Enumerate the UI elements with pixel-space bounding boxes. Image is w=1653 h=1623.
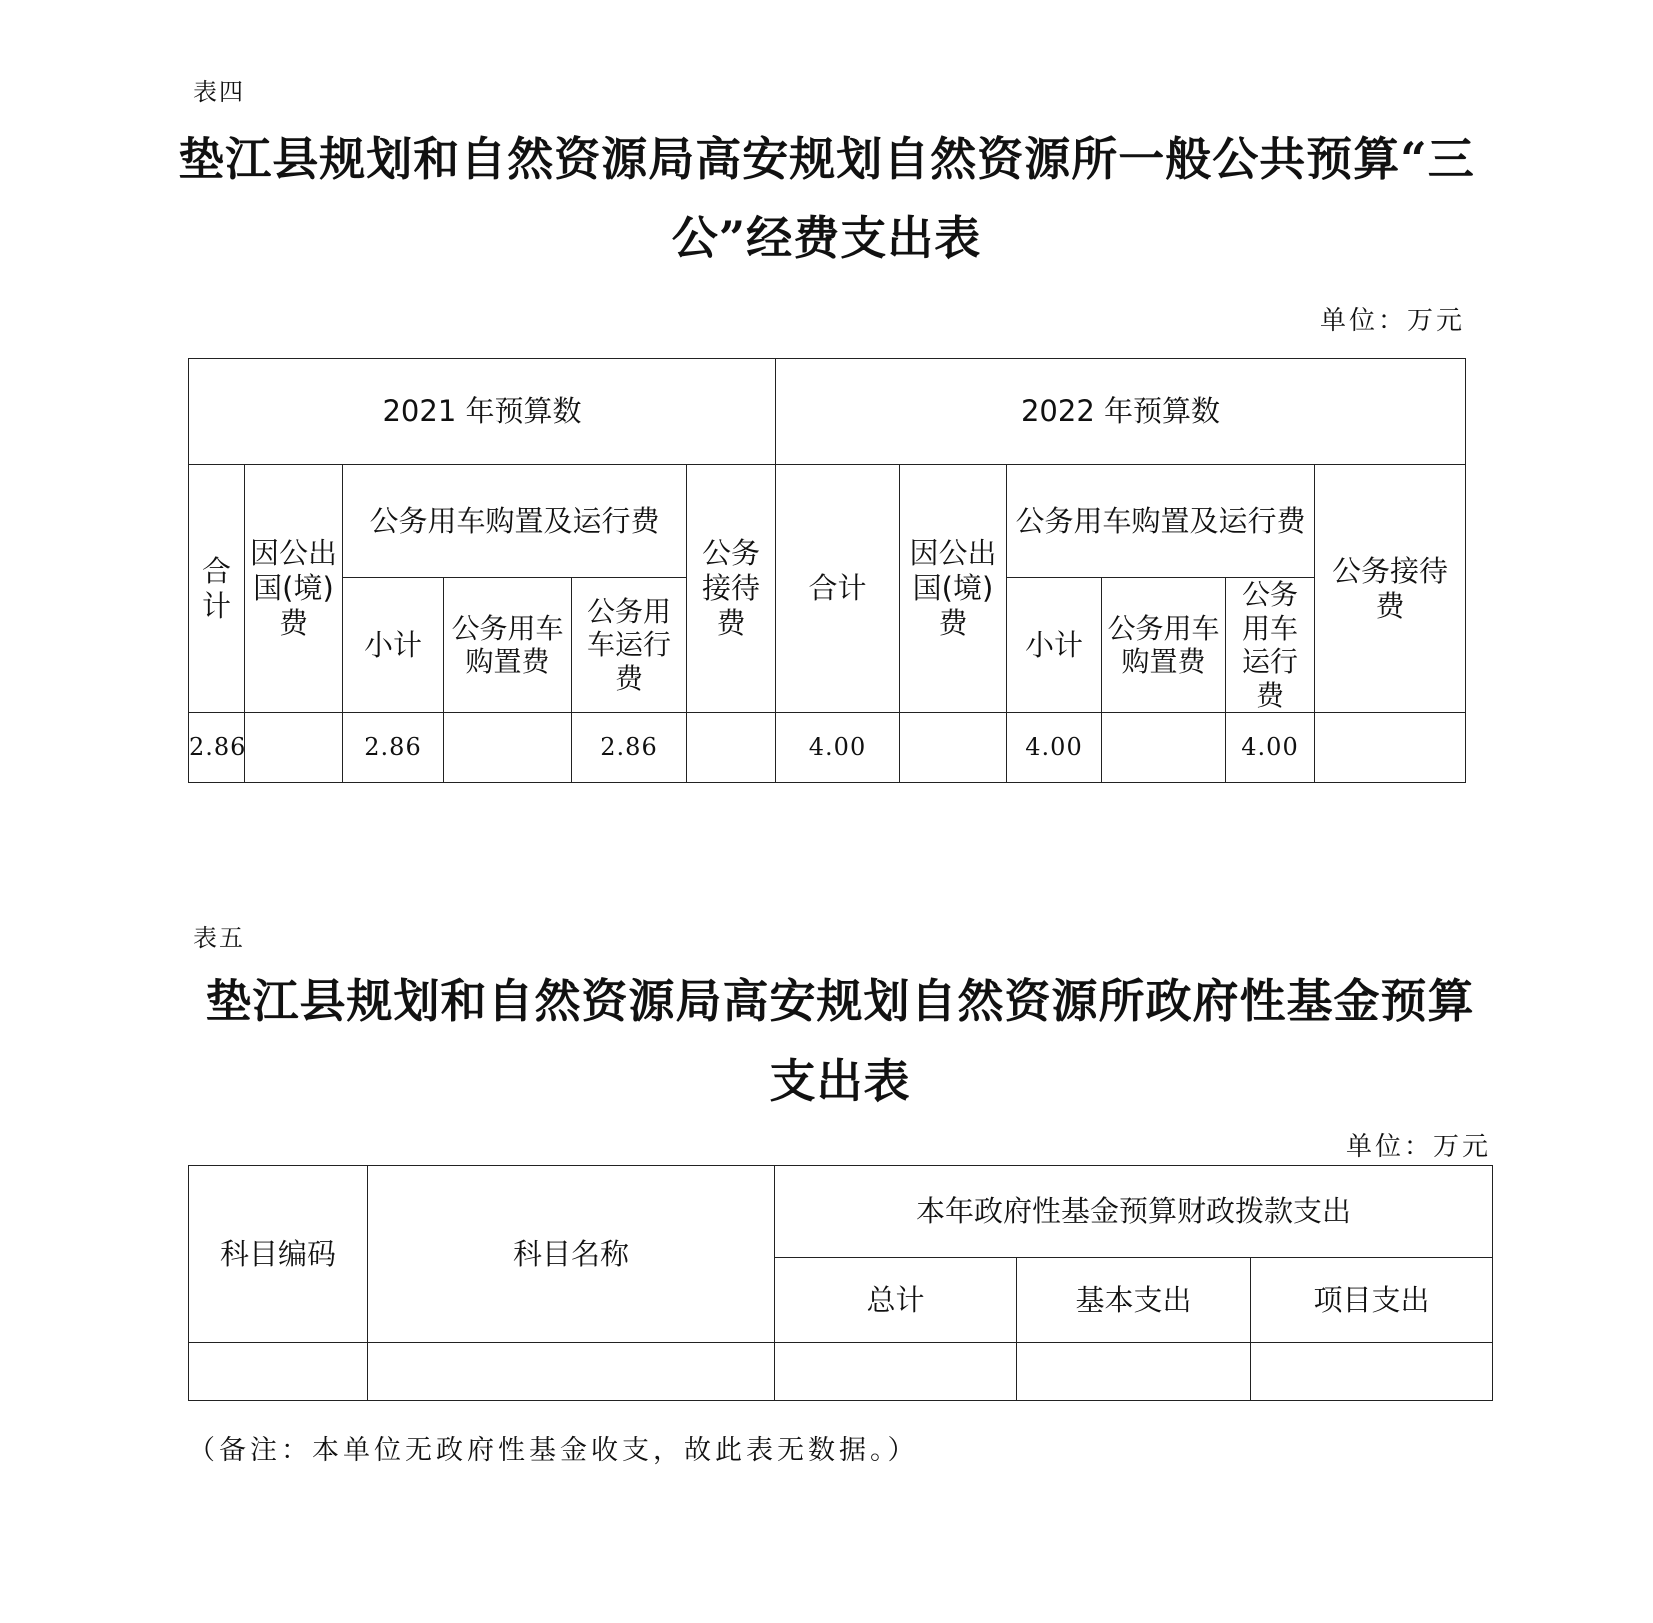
table5-note: （备注：本单位无政府性基金收支，故此表无数据。）: [188, 1435, 919, 1466]
cell-total: [775, 1343, 1017, 1401]
header-2021-total: 合计: [189, 465, 245, 713]
header-2021-abroad: 因公出国(境)费: [245, 465, 343, 713]
cell-2022-car-purchase: [1102, 713, 1226, 783]
header-2022-abroad: 因公出国(境)费: [900, 465, 1007, 713]
header-2022-car-operation: 公务用车运行费: [1226, 578, 1315, 713]
header-2022-total: 合计: [776, 465, 900, 713]
cell-2021-abroad: [245, 713, 343, 783]
cell-subject-name: [368, 1343, 775, 1401]
cell-2022-total: 4.00: [776, 713, 900, 783]
header-2022-car-purchase: 公务用车购置费: [1102, 578, 1226, 713]
table4-title-line2: 公”经费支出表: [671, 211, 982, 265]
table4-label: 表四: [193, 78, 245, 106]
header-2021-subtotal: 小计: [343, 578, 444, 713]
cell-2021-reception: [687, 713, 776, 783]
header-2021-car-operation: 公务用车运行费: [572, 578, 687, 713]
header-2022-subtotal: 小计: [1007, 578, 1102, 713]
table5-unit: 单位：万元: [1345, 1132, 1491, 1162]
cell-2021-total: 2.86: [189, 713, 245, 783]
cell-2022-reception: [1315, 713, 1466, 783]
table5-title-line1: 垫江县规划和自然资源局高安规划自然资源所政府性基金预算: [205, 974, 1475, 1028]
table5-government-fund-expenses: [188, 1165, 1493, 1401]
cell-2021-car-purchase: [444, 713, 572, 783]
header-basic-expense: 基本支出: [1017, 1258, 1251, 1343]
header-2022-budget: 2022 年预算数: [776, 359, 1466, 465]
table4-three-public-expenses: [188, 358, 1466, 783]
cell-basic-expense: [1017, 1343, 1251, 1401]
cell-subject-code: [189, 1343, 368, 1401]
header-2022-car-group: 公务用车购置及运行费: [1007, 465, 1315, 578]
cell-2021-subtotal: 2.86: [343, 713, 444, 783]
table4-title-line1: 垫江县规划和自然资源局高安规划自然资源所一般公共预算“三: [178, 132, 1475, 186]
cell-2021-car-operation: 2.86: [572, 713, 687, 783]
header-2021-car-purchase: 公务用车购置费: [444, 578, 572, 713]
header-project-expense: 项目支出: [1251, 1258, 1493, 1343]
cell-2022-car-operation: 4.00: [1226, 713, 1315, 783]
cell-2022-subtotal: 4.00: [1007, 713, 1102, 783]
header-2022-reception: 公务接待费: [1315, 465, 1466, 713]
cell-project-expense: [1251, 1343, 1493, 1401]
cell-2022-abroad: [900, 713, 1007, 783]
header-total: 总计: [775, 1258, 1017, 1343]
header-subject-name: 科目名称: [368, 1166, 775, 1343]
header-2021-car-group: 公务用车购置及运行费: [343, 465, 687, 578]
header-2021-budget: 2021 年预算数: [189, 359, 776, 465]
header-fund-group: 本年政府性基金预算财政拨款支出: [775, 1166, 1493, 1258]
table4-unit: 单位：万元: [1319, 306, 1465, 336]
table5-title-line2: 支出表: [769, 1054, 911, 1108]
header-subject-code: 科目编码: [189, 1166, 368, 1343]
header-2021-reception: 公务接待费: [687, 465, 776, 713]
table5-label: 表五: [193, 924, 245, 952]
